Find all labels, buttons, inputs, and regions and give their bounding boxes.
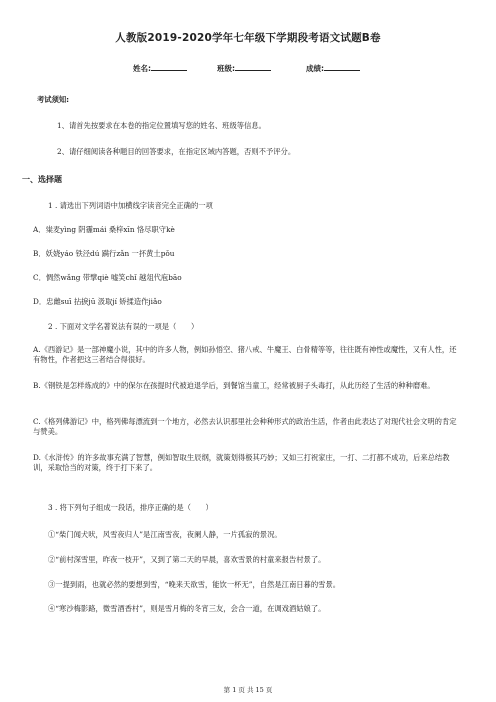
question-2-option-d: D.《水浒传》的许多故事充满了智慧，例如智取生辰纲，就策划得极其巧妙；又如三打祝家庄，一打、二打都不成功，后来总结教训，采取恰当的对策，终于打下来了。 — [33, 453, 450, 472]
name-label: 姓名: — [133, 64, 151, 73]
section-heading-choice: 一、选择题 — [22, 175, 62, 184]
question-2-option-b: B.《钢铁是怎样炼成的》中的保尔在孩提时代被迫退学后，到餐馆当童工，经常被厨子头毒打，从此历经了生活的种种磨难。 — [33, 381, 435, 390]
name-blank — [151, 63, 187, 71]
page-footer: 第 1 页 共 15 页 — [223, 686, 273, 694]
score-blank — [324, 63, 360, 71]
question-2-stem: 2 . 下面对文学名著说法有误的一项是（ ） — [48, 322, 199, 331]
question-2-option-a: A.《西游记》是一部神魔小说，其中的许多人物，例如孙悟空、猪八戒、牛魔王、白骨精等等，往往既有神性或魔性，又有人性，还有物性，作者把这三者结合得很好。 — [33, 345, 457, 364]
question-1-option-b: B．妖娆yáo 铁泾dú 蹒行zǎn 一抔黄土pǒu — [33, 249, 175, 258]
notice-item-1: 1、请首先按要求在本卷的指定位置填写您的姓名、班级等信息。 — [57, 121, 266, 130]
page-title: 人教版2019-2020学年七年级下学期段考语文试题B卷 — [115, 32, 381, 44]
question-3-item-3: ③一提到雨，也就必然的要想到雪，“晚来天欲雪，能饮一杯无”，自然是江南日暮的雪景。 — [48, 580, 341, 589]
question-1-option-a: A．粜麦yìng 阴霾mái 桑梓xīn 恪尽职守kè — [33, 225, 175, 234]
name-field — [133, 63, 187, 74]
question-2-option-c: C.《格列佛游记》中，格列佛每漂流到一个地方，必然去认识那里社会种种形式的政治生活，作者由此表达了对现代社会文明的肯定与赞美。 — [33, 417, 457, 436]
question-1-stem: 1 . 请选出下列词语中加横线字读音完全正确的一项 — [48, 201, 213, 210]
notice-heading: 考试须知: — [37, 95, 70, 104]
question-3-stem: 3 . 将下列句子组成一段话，排序正确的是（ ） — [48, 503, 213, 512]
question-3-item-1: ①“柴门闻犬吠，风雪夜归人”是江南雪夜，夜阑人静，一片孤寂的景况。 — [48, 530, 282, 539]
question-3-item-2: ②“前村深雪里，昨夜一枝开”，又到了第二天的早晨，喜欢雪景的村童来报告村景了。 — [48, 555, 326, 564]
question-3-item-4: ④“寒沙梅影路，微雪酒香村”，则是雪月梅的冬宵三友，会合一道，在调戏酒姑娘了。 — [48, 604, 326, 613]
score-field — [306, 63, 360, 74]
score-label: 成绩: — [306, 64, 324, 73]
class-field — [217, 63, 271, 74]
class-blank — [235, 63, 271, 71]
notice-item-2: 2、请仔细阅读各种题目的回答要求，在指定区域内答题，否则不予评分。 — [57, 147, 296, 156]
class-label: 班级: — [217, 64, 235, 73]
question-1-option-c: C．惆然wǎng 带擘qiè 嘘笑chǐ 越俎代庖bāo — [33, 273, 182, 282]
question-1-option-d: D．忠雌suī 拈捩jū 汲取jí 矫揉造作jiǎo — [33, 297, 162, 306]
